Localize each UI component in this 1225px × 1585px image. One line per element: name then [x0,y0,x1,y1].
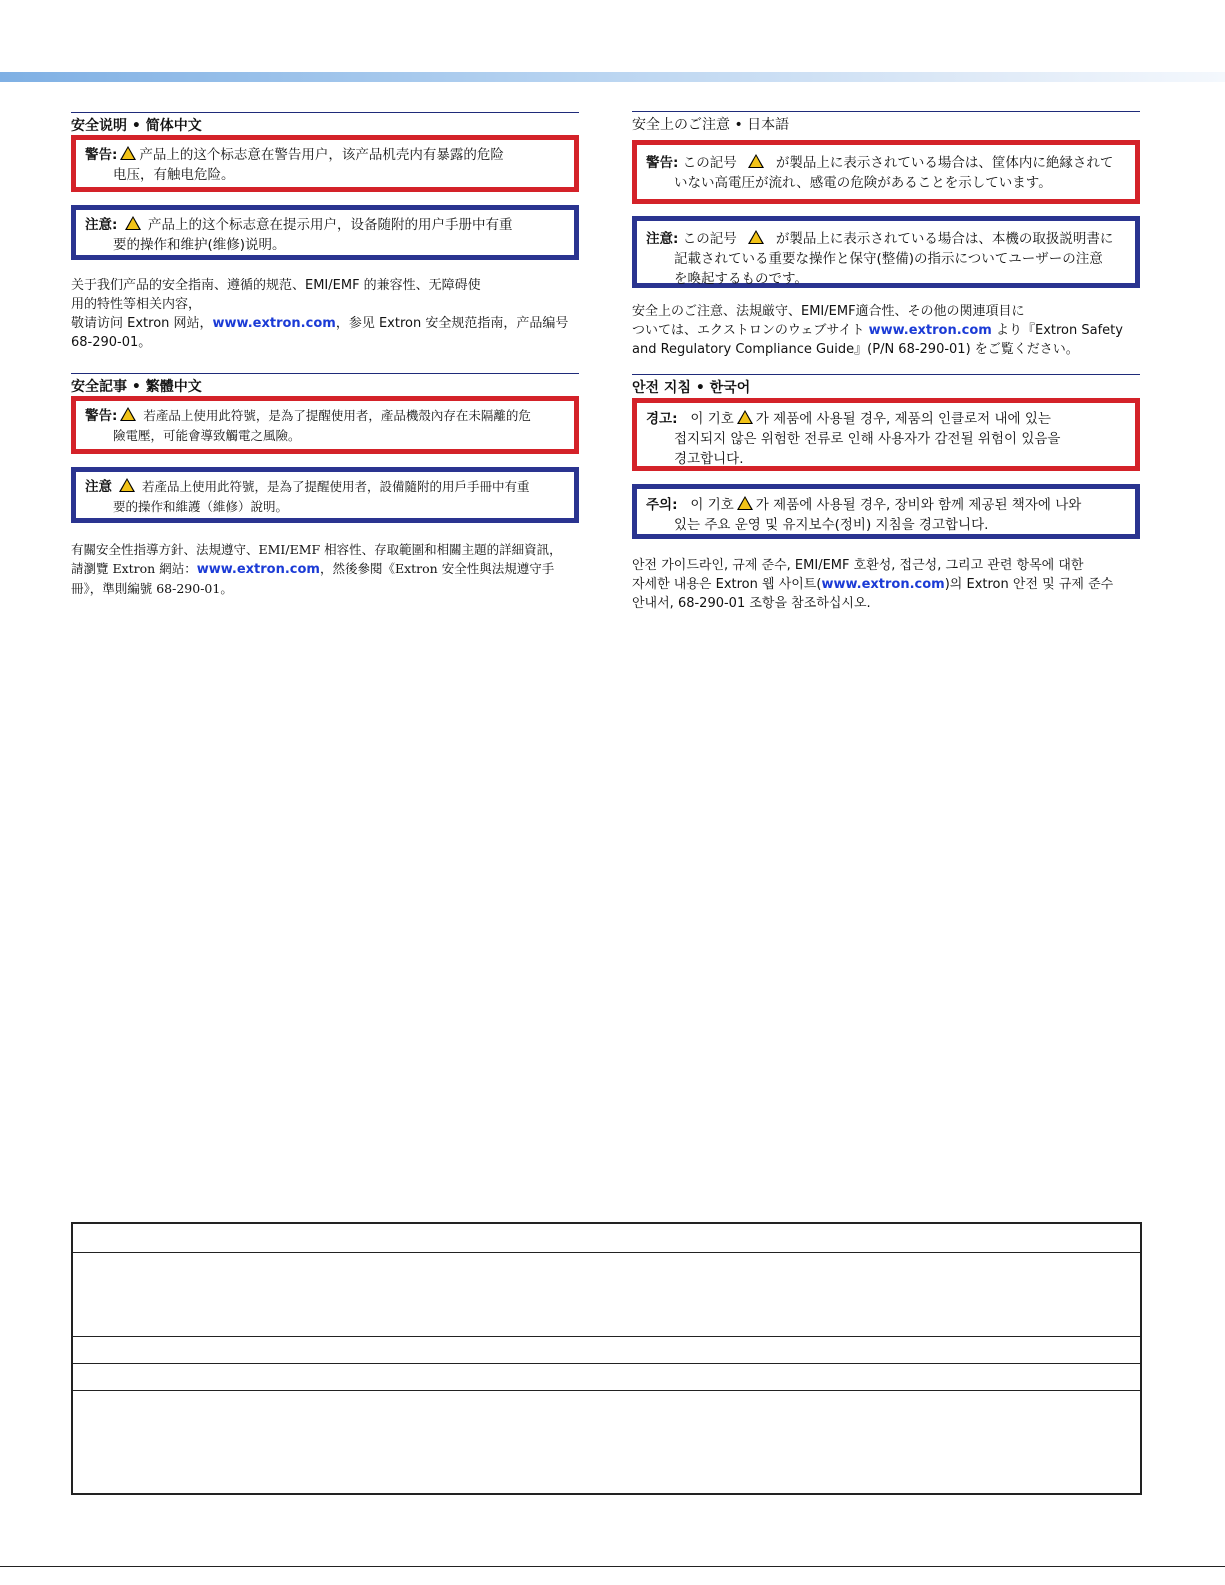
table-divider [73,1252,1140,1253]
caution-text-line1b: が製品上に表示されている場合は、本機の取扱説明書に [775,231,1114,247]
warning-text-line2: いない高電圧が流れ、感電の危険があることを示しています。 [674,175,1052,191]
warning-text-line1: 若產品上使用此符號，是為了提醒使用者，產品機殼內存在未隔離的危 [143,408,531,423]
safety-paragraph [632,556,1113,613]
para-line2b: ，然後參閱《Extron 安全性與法規遵守手 [319,561,555,576]
warning-box [632,398,1140,471]
para-line2: 用的特性等相关内容， [71,297,202,312]
warning-triangle-icon [748,230,764,244]
section-traditional-chinese [71,373,579,596]
section-korean [632,374,1140,611]
empty-info-table [71,1222,1142,1495]
warning-triangle-icon [748,154,764,168]
warning-text-line3: 경고합니다. [674,451,744,467]
caution-box [71,467,579,523]
para-line2a: 請瀏覽 Extron 網站： [71,561,197,576]
warning-triangle-icon [737,496,753,510]
warning-label: 警告: [646,155,679,171]
warning-box [71,135,579,192]
caution-text-line1a: この記号 [682,231,737,247]
warning-text-line1a: 이 기호 [690,411,734,427]
section-title: 安全記事 • 繁體中文 [71,373,579,398]
caution-text-line2: 記載されている重要な操作と保守(整備)の指示についてユーザーの注意 [674,251,1103,267]
warning-text-line1a: この記号 [682,155,737,171]
warning-text-line2: 电压，有触电危险。 [113,167,235,183]
section-simplified-chinese [71,112,579,350]
para-line4: 68-290-01。 [71,335,152,350]
caution-text-line1a: 이 기호 [690,497,734,513]
para-line3: 안내서, 68-290-01 조항을 참조하십시오. [632,596,871,611]
caution-text-line2: 要的操作和维护(维修)说明。 [113,237,286,253]
warning-text-line2: 險電壓，可能會導致觸電之風險。 [113,428,301,443]
header-gradient-bar [0,72,1225,82]
caution-label: 注意: [85,217,118,233]
caution-box [632,484,1140,539]
caution-text-line2: 要的操作和維護（維修）說明。 [113,499,289,514]
warning-label: 警告: [85,408,118,424]
section-title: 安全上のご注意 • 日本語 [632,111,1140,136]
para-line2a: 자세한 내용은 Extron 웹 사이트( [632,577,822,592]
warning-text-line1b: 가 제품에 사용될 경우, 제품의 인클로저 내에 있는 [755,411,1051,427]
warning-triangle-icon [119,478,135,492]
footer-rule [0,1566,1225,1567]
caution-text-line1: 产品上的这个标志意在提示用户，设备随附的用户手册中有重 [148,217,513,233]
para-line1: 关于我们产品的安全指南、遵循的规范、EMI/EMF 的兼容性、无障碍使 [71,278,481,293]
section-japanese [632,111,1140,357]
caution-box [71,205,579,260]
caution-text-line3: を喚起するものです。 [674,271,808,287]
extron-link[interactable]: www.extron.com [212,316,336,331]
para-line2a: ついては、エクストロンのウェブサイト [632,323,869,338]
warning-box [632,140,1140,204]
warning-text-line1: 产品上的这个标志意在警告用户，该产品机壳内有暴露的危险 [139,147,504,163]
para-line1: 安全上のご注意、法規厳守、EMI/EMF適合性、その他の関連項目に [632,304,1025,319]
warning-label: 경고: [646,411,678,427]
extron-link[interactable]: www.extron.com [868,323,992,338]
para-line3: and Regulatory Compliance Guide』(P/N 68-290-01) をご覧ください。 [632,342,1079,357]
caution-label: 주의: [646,497,678,513]
warning-triangle-icon [120,146,136,160]
para-line3: 冊》，準則編號 68-290-01。 [71,581,233,596]
safety-paragraph [71,540,562,598]
table-divider [73,1363,1140,1364]
warning-triangle-icon [120,407,136,421]
table-divider [73,1390,1140,1391]
safety-paragraph [632,302,1123,359]
warning-triangle-icon [737,410,753,424]
extron-link[interactable]: www.extron.com [196,562,320,577]
table-divider [73,1336,1140,1337]
caution-text-line2: 있는 주요 운영 및 유지보수(정비) 지침을 경고합니다. [674,517,989,533]
para-line3b: ，参见 Extron 安全规范指南，产品编号 [335,316,569,331]
caution-box [632,216,1140,288]
warning-label: 警告: [85,147,118,163]
warning-text-line2: 접지되지 않은 위험한 전류로 인해 사용자가 감전될 위험이 있음을 [674,431,1061,447]
warning-triangle-icon [125,216,141,230]
section-title: 安全说明 • 简体中文 [71,112,579,137]
caution-text-line1: 若產品上使用此符號，是為了提醒使用者，設備隨附的用戶手冊中有重 [141,479,530,494]
para-line3a: 敬请访问 Extron 网站， [71,316,213,331]
warning-box [71,396,579,454]
para-line1: 有關安全性指導方針、法規遵守、EMI/EMF 相容性、存取範圍和相關主題的詳細資訊， [71,542,562,557]
para-line1: 안전 가이드라인, 규제 준수, EMI/EMF 호환성, 접근성, 그리고 관련 항목에 대한 [632,558,1084,573]
caution-label: 注意 [85,479,112,495]
section-title: 안전 지침 • 한국어 [632,374,1140,399]
warning-text-line1b: が製品上に表示されている場合は、筐体内に絶縁されて [775,155,1114,171]
para-line2b: より『Extron Safety [991,323,1123,338]
para-line2b: )의 Extron 안전 및 규제 준수 [944,577,1114,592]
caution-text-line1b: 가 제품에 사용될 경우, 장비와 함께 제공된 책자에 나와 [755,497,1082,513]
caution-label: 注意: [646,231,679,247]
safety-paragraph [71,276,568,352]
extron-link[interactable]: www.extron.com [821,577,945,592]
